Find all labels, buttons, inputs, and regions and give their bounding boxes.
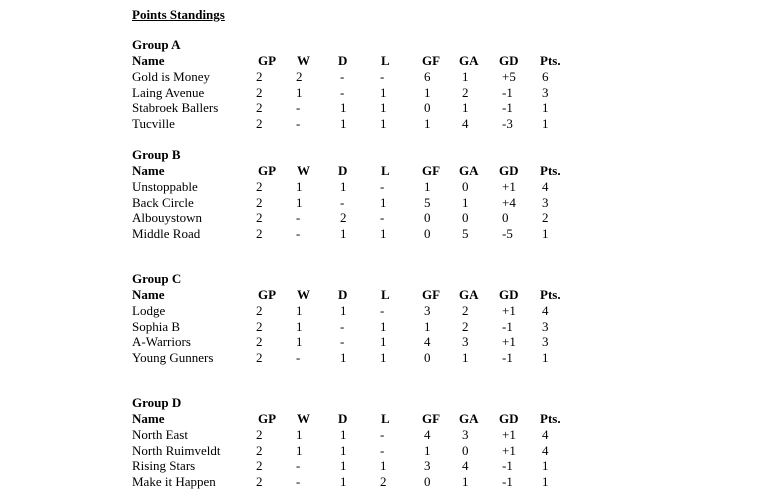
cell-pts: 6 [542, 68, 549, 84]
column-header-gp: GP [258, 411, 277, 426]
column-header-gf: GF [422, 163, 441, 178]
cell-gp: 2 [256, 458, 263, 474]
cell-gd: -1 [502, 318, 513, 334]
cell-name: Albouystown [132, 210, 203, 226]
cell-gf: 1 [424, 442, 431, 458]
cell-gd: +5 [502, 68, 516, 84]
cell-l: - [380, 302, 385, 318]
cell-gf: 3 [424, 458, 431, 474]
cell-ga: 2 [462, 302, 469, 318]
table-row [132, 195, 592, 211]
column-header-d: D [338, 287, 348, 302]
cell-d: 1 [340, 442, 347, 458]
column-header-ga: GA [459, 411, 479, 426]
cell-gp: 2 [256, 226, 263, 242]
cell-gd: +1 [502, 302, 516, 318]
cell-gd: -1 [502, 350, 513, 366]
cell-ga: 1 [462, 100, 469, 116]
cell-w: 1 [296, 302, 303, 318]
page-title: Points Standings [132, 7, 225, 22]
cell-d: 2 [340, 210, 347, 226]
cell-l: 1 [380, 226, 387, 242]
column-header-gf: GF [422, 53, 441, 68]
cell-name: Back Circle [132, 194, 194, 210]
column-header-ga: GA [459, 163, 479, 178]
cell-gf: 0 [424, 100, 431, 116]
column-header-w: W [297, 53, 310, 68]
column-header-gp: GP [258, 163, 277, 178]
cell-gf: 1 [424, 318, 431, 334]
cell-name: Gold is Money [132, 68, 210, 84]
cell-l: 1 [380, 458, 387, 474]
cell-ga: 1 [462, 68, 469, 84]
cell-ga: 0 [462, 178, 469, 194]
cell-ga: 1 [462, 194, 469, 210]
column-header-ga: GA [459, 287, 479, 302]
cell-gd: +1 [502, 426, 516, 442]
cell-gd: +1 [502, 178, 516, 194]
cell-gd: -5 [502, 226, 513, 242]
cell-ga: 5 [462, 226, 469, 242]
cell-gp: 2 [256, 302, 263, 318]
cell-l: 1 [380, 84, 387, 100]
table-row [132, 100, 592, 116]
cell-gp: 2 [256, 350, 263, 366]
column-header-name: Name [132, 163, 165, 178]
cell-name: Unstoppable [132, 178, 198, 194]
column-header-d: D [338, 411, 348, 426]
cell-gd: -1 [502, 458, 513, 474]
table-row [132, 319, 592, 335]
table-row [132, 303, 592, 319]
cell-pts: 1 [542, 458, 549, 474]
cell-ga: 0 [462, 442, 469, 458]
cell-w: - [296, 100, 301, 116]
column-header-name: Name [132, 287, 165, 302]
cell-l: 1 [380, 116, 387, 132]
cell-name: Make it Happen [132, 474, 216, 490]
cell-gf: 0 [424, 474, 431, 490]
cell-w: - [296, 350, 301, 366]
cell-gd: -1 [502, 474, 513, 490]
group-a-table [132, 37, 592, 132]
cell-gf: 6 [424, 68, 431, 84]
cell-gd: -3 [502, 116, 513, 132]
column-header-ga: GA [459, 53, 479, 68]
cell-ga: 0 [462, 210, 469, 226]
cell-d: 1 [340, 474, 347, 490]
cell-ga: 1 [462, 350, 469, 366]
cell-d: 1 [340, 302, 347, 318]
cell-name: Tucville [132, 116, 175, 132]
column-header-pts: Pts. [540, 163, 561, 178]
column-header-gf: GF [422, 287, 441, 302]
cell-w: 1 [296, 318, 303, 334]
cell-d: - [340, 318, 345, 334]
cell-gd: +4 [502, 194, 516, 210]
cell-l: - [380, 442, 385, 458]
cell-w: - [296, 210, 301, 226]
table-row [132, 474, 592, 490]
cell-d: - [340, 68, 345, 84]
table-row [132, 210, 592, 226]
cell-l: 1 [380, 334, 387, 350]
column-header-name: Name [132, 411, 165, 426]
column-header-w: W [297, 287, 310, 302]
table-row [132, 179, 592, 195]
cell-d: 1 [340, 226, 347, 242]
cell-pts: 2 [542, 210, 549, 226]
column-header-pts: Pts. [540, 53, 561, 68]
group-title: Group C [132, 271, 182, 286]
column-header-gf: GF [422, 411, 441, 426]
cell-w: - [296, 116, 301, 132]
cell-l: 1 [380, 350, 387, 366]
group-title: Group D [132, 395, 182, 410]
cell-gf: 5 [424, 194, 431, 210]
cell-name: North East [132, 426, 188, 442]
cell-gp: 2 [256, 474, 263, 490]
cell-pts: 3 [542, 318, 549, 334]
table-header-row [132, 411, 592, 427]
cell-gp: 2 [256, 442, 263, 458]
column-header-l: L [381, 163, 390, 178]
cell-name: Young Gunners [132, 350, 214, 366]
cell-gp: 2 [256, 334, 263, 350]
cell-w: - [296, 458, 301, 474]
cell-d: 1 [340, 116, 347, 132]
cell-gd: -1 [502, 100, 513, 116]
cell-w: 1 [296, 426, 303, 442]
cell-gd: 0 [502, 210, 509, 226]
column-header-gd: GD [499, 163, 519, 178]
cell-gd: +1 [502, 334, 516, 350]
cell-name: Middle Road [132, 226, 201, 242]
cell-pts: 4 [542, 178, 549, 194]
cell-ga: 1 [462, 474, 469, 490]
cell-pts: 3 [542, 84, 549, 100]
table-row [132, 458, 592, 474]
column-header-gp: GP [258, 287, 277, 302]
cell-gp: 2 [256, 68, 263, 84]
cell-ga: 2 [462, 84, 469, 100]
cell-gf: 4 [424, 426, 431, 442]
cell-l: - [380, 210, 385, 226]
cell-gd: -1 [502, 84, 513, 100]
group-b-table [132, 147, 592, 242]
cell-d: 1 [340, 178, 347, 194]
cell-gf: 0 [424, 350, 431, 366]
cell-l: - [380, 68, 385, 84]
cell-pts: 4 [542, 302, 549, 318]
cell-gp: 2 [256, 210, 263, 226]
cell-w: 1 [296, 442, 303, 458]
table-row [132, 334, 592, 350]
cell-w: 2 [296, 68, 303, 84]
table-row [132, 427, 592, 443]
cell-name: Stabroek Ballers [132, 100, 219, 116]
cell-l: - [380, 426, 385, 442]
cell-gp: 2 [256, 426, 263, 442]
column-header-l: L [381, 53, 390, 68]
cell-name: A-Warriors [132, 334, 191, 350]
group-title: Group A [132, 37, 181, 52]
cell-gf: 1 [424, 178, 431, 194]
column-header-name: Name [132, 53, 165, 68]
cell-ga: 2 [462, 318, 469, 334]
cell-name: Lodge [132, 302, 166, 318]
column-header-gd: GD [499, 287, 519, 302]
column-header-d: D [338, 163, 348, 178]
group-d-table [132, 395, 592, 490]
cell-gp: 2 [256, 194, 263, 210]
column-header-gd: GD [499, 53, 519, 68]
cell-gp: 2 [256, 318, 263, 334]
column-header-pts: Pts. [540, 411, 561, 426]
column-header-gp: GP [258, 53, 277, 68]
cell-gp: 2 [256, 178, 263, 194]
table-header-row [132, 163, 592, 179]
cell-w: - [296, 226, 301, 242]
cell-d: 1 [340, 426, 347, 442]
cell-name: Sophia B [132, 318, 181, 334]
cell-d: 1 [340, 100, 347, 116]
cell-pts: 4 [542, 426, 549, 442]
cell-ga: 4 [462, 116, 469, 132]
cell-gf: 1 [424, 116, 431, 132]
column-header-w: W [297, 411, 310, 426]
cell-w: 1 [296, 334, 303, 350]
cell-gp: 2 [256, 116, 263, 132]
cell-l: 1 [380, 100, 387, 116]
cell-gf: 0 [424, 210, 431, 226]
cell-pts: 3 [542, 194, 549, 210]
table-row [132, 443, 592, 459]
cell-w: - [296, 474, 301, 490]
table-row [132, 69, 592, 85]
cell-gf: 0 [424, 226, 431, 242]
table-row [132, 85, 592, 101]
cell-d: - [340, 334, 345, 350]
group-title: Group B [132, 147, 181, 162]
cell-gd: +1 [502, 442, 516, 458]
group-c-table [132, 271, 592, 366]
cell-pts: 1 [542, 474, 549, 490]
cell-d: 1 [340, 350, 347, 366]
cell-ga: 3 [462, 334, 469, 350]
cell-pts: 1 [542, 100, 549, 116]
table-row [132, 350, 592, 366]
cell-w: 1 [296, 84, 303, 100]
cell-d: - [340, 84, 345, 100]
table-row [132, 226, 592, 242]
column-header-d: D [338, 53, 348, 68]
table-row [132, 116, 592, 132]
cell-l: - [380, 178, 385, 194]
cell-w: 1 [296, 194, 303, 210]
cell-gf: 1 [424, 84, 431, 100]
cell-w: 1 [296, 178, 303, 194]
cell-pts: 1 [542, 116, 549, 132]
cell-l: 1 [380, 318, 387, 334]
cell-gf: 4 [424, 334, 431, 350]
column-header-w: W [297, 163, 310, 178]
column-header-gd: GD [499, 411, 519, 426]
cell-d: 1 [340, 458, 347, 474]
cell-gp: 2 [256, 84, 263, 100]
cell-name: Rising Stars [132, 458, 196, 474]
cell-d: - [340, 194, 345, 210]
table-header-row [132, 287, 592, 303]
column-header-l: L [381, 411, 390, 426]
cell-name: North Ruimveldt [132, 442, 221, 458]
cell-ga: 4 [462, 458, 469, 474]
cell-gp: 2 [256, 100, 263, 116]
column-header-l: L [381, 287, 390, 302]
cell-name: Laing Avenue [132, 84, 205, 100]
cell-gf: 3 [424, 302, 431, 318]
cell-pts: 3 [542, 334, 549, 350]
cell-pts: 1 [542, 350, 549, 366]
cell-pts: 4 [542, 442, 549, 458]
table-header-row [132, 53, 592, 69]
cell-l: 2 [380, 474, 387, 490]
cell-ga: 3 [462, 426, 469, 442]
cell-l: 1 [380, 194, 387, 210]
column-header-pts: Pts. [540, 287, 561, 302]
cell-pts: 1 [542, 226, 549, 242]
